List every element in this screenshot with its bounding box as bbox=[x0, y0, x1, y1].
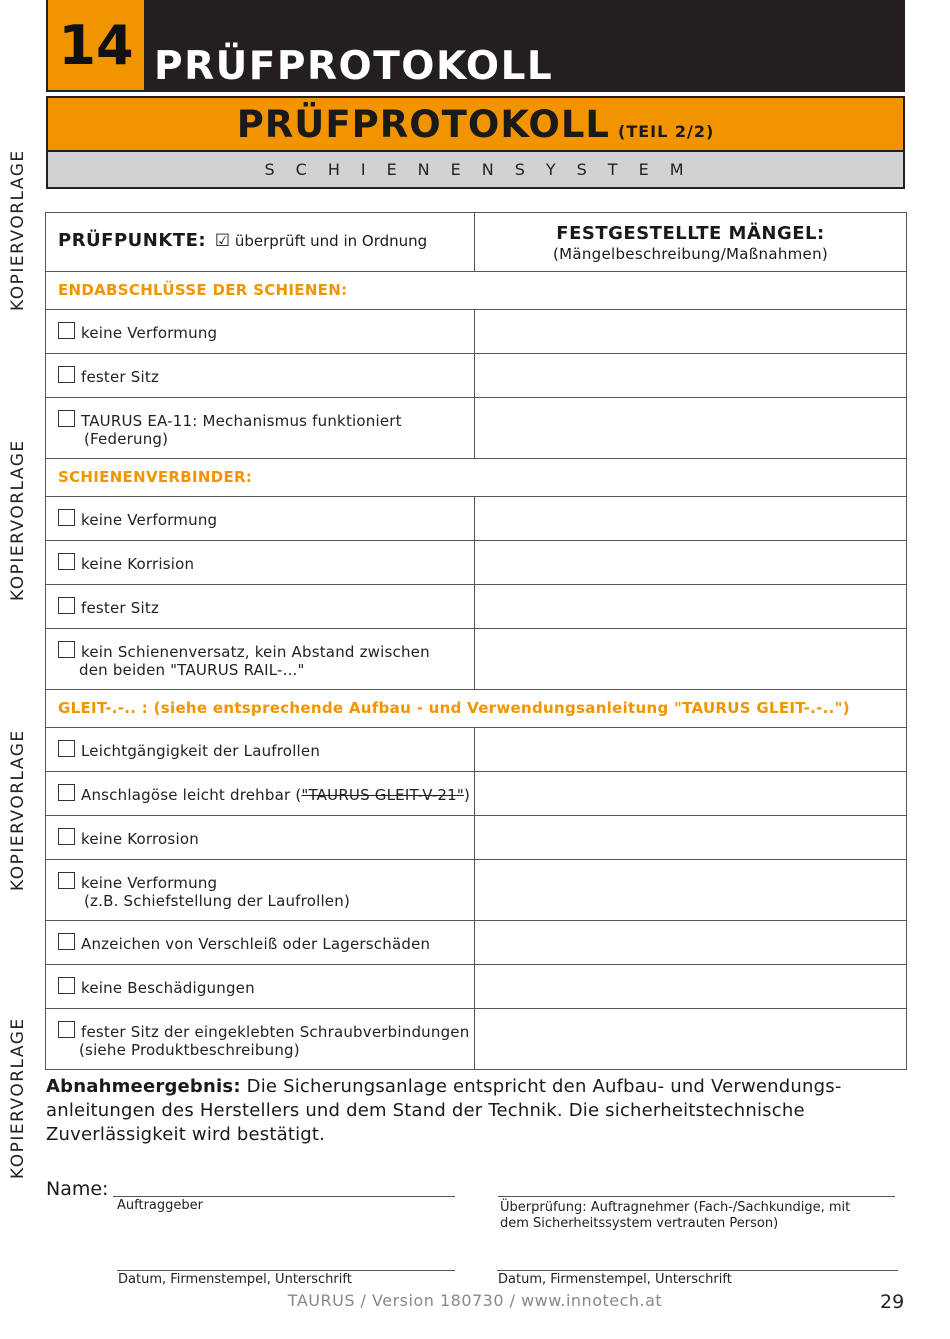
checkpoints-title: PRÜFPUNKTE: bbox=[58, 230, 207, 251]
table-row bbox=[46, 398, 907, 459]
chapter-title: PRÜFPROTOKOLL bbox=[154, 44, 554, 89]
defects-cell[interactable] bbox=[475, 398, 907, 459]
protocol-title-main: PRÜFPROTOKOLL bbox=[236, 103, 610, 146]
defects-cell[interactable] bbox=[475, 585, 907, 629]
checkbox[interactable] bbox=[58, 641, 75, 658]
checkpoint-label: TAURUS EA-11: Mechanismus funktioniert bbox=[81, 412, 402, 430]
defects-cell[interactable] bbox=[475, 354, 907, 398]
table-row bbox=[46, 585, 907, 629]
defects-cell[interactable] bbox=[475, 772, 907, 816]
inspection-table bbox=[45, 212, 907, 1070]
checkpoint-label-detail: den beiden "TAURUS RAIL-..." bbox=[79, 661, 305, 679]
checkbox[interactable] bbox=[58, 597, 75, 614]
section-row bbox=[46, 690, 907, 728]
section-title: GLEIT-.-.. : (siehe entsprechende Aufbau - und Verwendungsanleitung "TAURUS GLEIT-.-..") bbox=[46, 690, 907, 728]
client-name-line[interactable] bbox=[113, 1196, 455, 1197]
defects-cell[interactable] bbox=[475, 965, 907, 1009]
defects-cell[interactable] bbox=[475, 816, 907, 860]
table-row bbox=[46, 629, 907, 690]
table-header-row bbox=[46, 213, 907, 272]
defects-cell[interactable] bbox=[475, 728, 907, 772]
checkbox[interactable] bbox=[58, 553, 75, 570]
protocol-title-part: (TEIL 2/2) bbox=[618, 122, 715, 141]
defects-subtitle: (Mängelbeschreibung/Maßnahmen) bbox=[552, 245, 829, 263]
checkpoint-label-detail: (z.B. Schiefstellung der Laufrollen) bbox=[84, 892, 350, 910]
table-row bbox=[46, 1009, 907, 1070]
section-row bbox=[46, 459, 907, 497]
checkpoint-label: keine Verformung bbox=[81, 324, 218, 342]
checkpoint-label: keine Verformung bbox=[81, 511, 218, 529]
checkbox[interactable] bbox=[58, 933, 75, 950]
inspector-name-line[interactable] bbox=[498, 1196, 895, 1197]
table-row bbox=[46, 965, 907, 1009]
checkbox[interactable] bbox=[58, 366, 75, 383]
checkpoint-label: Leichtgängigkeit der Laufrollen bbox=[81, 742, 321, 760]
checkpoint-label: Anzeichen von Verschleiß oder Lagerschäden bbox=[81, 935, 431, 953]
table-row bbox=[46, 921, 907, 965]
checkbox[interactable] bbox=[58, 322, 75, 339]
side-label-copy-template: KOPIERVORLAGE bbox=[8, 439, 28, 601]
checkpoint-label-end: ) bbox=[464, 786, 471, 804]
checkbox[interactable] bbox=[58, 1021, 75, 1038]
defects-header bbox=[475, 213, 907, 272]
checkpoint-label: keine Verformung bbox=[81, 874, 218, 892]
section-row bbox=[46, 272, 907, 310]
checkpoint-label: Anschlagöse leicht drehbar ( bbox=[81, 786, 302, 804]
chapter-number: 14 bbox=[48, 0, 144, 90]
inspector-caption-line2: dem Sicherheitssystem vertrauten Person) bbox=[500, 1216, 779, 1231]
defects-cell[interactable] bbox=[475, 497, 907, 541]
section-title: ENDABSCHLÜSSE DER SCHIENEN: bbox=[46, 272, 907, 310]
checkpoint-label: keine Beschädigungen bbox=[81, 979, 255, 997]
defects-cell[interactable] bbox=[475, 629, 907, 690]
table-row bbox=[46, 816, 907, 860]
acceptance-statement bbox=[46, 1075, 906, 1147]
side-label-copy-template: KOPIERVORLAGE bbox=[8, 729, 28, 891]
checkpoint-label: keine Korrision bbox=[81, 555, 195, 573]
checkbox[interactable] bbox=[58, 828, 75, 845]
checkpoints-note: überprüft und in Ordnung bbox=[234, 232, 428, 250]
acceptance-text-line2: anleitungen des Herstellers und dem Stand der Technik. Die sicherheitstechnische bbox=[46, 1100, 805, 1121]
inspector-date-caption: Datum, Firmenstempel, Unterschrift bbox=[498, 1272, 732, 1287]
checkbox[interactable] bbox=[58, 977, 75, 994]
side-label-copy-template: KOPIERVORLAGE bbox=[8, 1017, 28, 1179]
defects-title: FESTGESTELLTE MÄNGEL: bbox=[556, 223, 825, 244]
client-caption: Auftraggeber bbox=[117, 1198, 203, 1213]
checkbox[interactable] bbox=[58, 509, 75, 526]
checkbox[interactable] bbox=[58, 784, 75, 801]
checkpoint-label-detail: (Federung) bbox=[84, 430, 169, 448]
table-row bbox=[46, 860, 907, 921]
defects-cell[interactable] bbox=[475, 860, 907, 921]
footer: TAURUS / Version 180730 / www.innotech.at bbox=[287, 1291, 663, 1310]
inspector-caption-line1: Überprüfung: Auftragnehmer (Fach-/Sachkundige, mit bbox=[500, 1200, 851, 1215]
chapter-header bbox=[46, 0, 905, 92]
checkpoint-label: fester Sitz bbox=[81, 599, 160, 617]
defects-cell[interactable] bbox=[475, 541, 907, 585]
table-row bbox=[46, 354, 907, 398]
name-label: Name: bbox=[46, 1178, 109, 1200]
defects-cell[interactable] bbox=[475, 1009, 907, 1070]
protocol-title bbox=[46, 96, 905, 152]
table-row bbox=[46, 497, 907, 541]
checkbox[interactable] bbox=[58, 740, 75, 757]
defects-cell[interactable] bbox=[475, 310, 907, 354]
checkpoint-label-detail: (siehe Produktbeschreibung) bbox=[79, 1041, 300, 1059]
acceptance-text-line3: Zuverlässigkeit wird bestätigt. bbox=[46, 1124, 326, 1145]
checked-box-icon: ☑ bbox=[214, 231, 231, 251]
acceptance-text-line1: Die Sicherungsanlage entspricht den Aufbau- und Verwendungs- bbox=[246, 1076, 842, 1097]
checkbox[interactable] bbox=[58, 872, 75, 889]
table-row bbox=[46, 728, 907, 772]
side-label-copy-template: KOPIERVORLAGE bbox=[8, 149, 28, 311]
table-row bbox=[46, 310, 907, 354]
client-signature-line[interactable] bbox=[117, 1270, 455, 1271]
table-row bbox=[46, 541, 907, 585]
defects-cell[interactable] bbox=[475, 921, 907, 965]
client-date-caption: Datum, Firmenstempel, Unterschrift bbox=[118, 1272, 352, 1287]
checkpoint-label: kein Schienenversatz, kein Abstand zwischen bbox=[81, 643, 430, 661]
inspector-signature-line[interactable] bbox=[497, 1270, 898, 1271]
checkpoint-label: fester Sitz der eingeklebten Schraubverbindungen bbox=[81, 1023, 470, 1041]
checkpoints-header bbox=[46, 213, 475, 272]
checkpoint-label: fester Sitz bbox=[81, 368, 160, 386]
table-row bbox=[46, 772, 907, 816]
checkbox[interactable] bbox=[58, 410, 75, 427]
checkpoint-label-struck: "TAURUS GLEIT-V-21" bbox=[301, 786, 464, 804]
page-number: 29 bbox=[880, 1291, 905, 1313]
checkpoint-label: keine Korrosion bbox=[81, 830, 199, 848]
section-title: SCHIENENVERBINDER: bbox=[46, 459, 907, 497]
system-name: SCHIENENSYSTEM bbox=[46, 152, 905, 189]
acceptance-label: Abnahmeergebnis: bbox=[46, 1076, 241, 1097]
inspector-caption bbox=[500, 1200, 850, 1232]
